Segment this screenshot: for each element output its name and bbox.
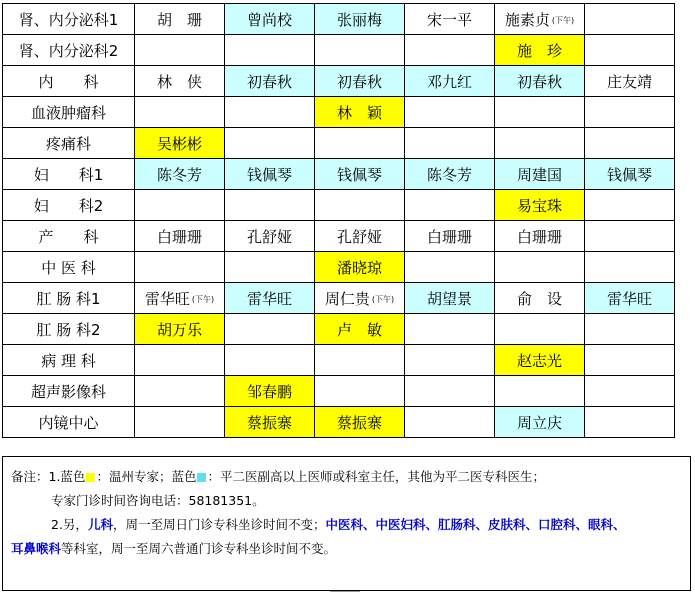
note-4b: 等科室，周一至周六普通门诊专科坐诊时间不变。: [61, 541, 337, 556]
doctor-name: 雷华旺: [606, 289, 652, 308]
doctor-cell: [315, 314, 405, 345]
doctor-cell: [405, 283, 495, 314]
doctor-name: 白珊珊: [516, 227, 562, 246]
schedule-body: [3, 4, 675, 438]
doctor-cell: [405, 314, 495, 345]
doctor-name: 初春秋: [336, 72, 382, 91]
yellow-legend-swatch: [86, 473, 95, 482]
doctor-cell: [135, 283, 225, 314]
doctor-cell: [315, 128, 405, 159]
doctor-cell: [585, 252, 675, 283]
department-cell: 肾、内分泌科2: [3, 35, 135, 66]
doctor-cell: [585, 407, 675, 438]
doctor-name: 潘晓琼: [336, 258, 382, 277]
doctor-name: 蔡振寨: [336, 413, 382, 432]
schedule-row: [3, 97, 675, 128]
schedule-row: [3, 159, 675, 190]
doctor-name: 卢 敏: [336, 320, 382, 339]
doctor-name: 胡 珊: [156, 10, 202, 29]
doctor-name: 宋一平: [426, 10, 472, 29]
note-dept-list: 中医科、中医妇科、肛肠科、皮肤科、口腔科、眼科、: [325, 517, 626, 532]
schedule-row: [3, 376, 675, 407]
doctor-cell: [405, 376, 495, 407]
clinic-schedule-table: [2, 3, 675, 438]
doctor-cell: [405, 407, 495, 438]
doctor-cell: [315, 97, 405, 128]
note-legend-prefix: 备注：1.蓝色: [11, 469, 86, 484]
schedule-row: [3, 190, 675, 221]
note-line-2: 专家门诊时间咨询电话：58181351。: [51, 493, 265, 508]
doctor-name: 陈冬芳: [426, 165, 472, 184]
doctor-cell: [495, 345, 585, 376]
doctor-cell: [405, 159, 495, 190]
note-ent: 耳鼻喉科: [11, 541, 62, 556]
doctor-cell: [225, 4, 315, 35]
schedule-row: [3, 221, 675, 252]
doctor-cell: [405, 128, 495, 159]
doctor-name: 胡望景: [426, 289, 472, 308]
doctor-name: 雷华旺: [246, 289, 292, 308]
schedule-row: [3, 345, 675, 376]
doctor-name: 邓九红: [426, 72, 472, 91]
doctor-cell: [585, 128, 675, 159]
doctor-cell: [495, 314, 585, 345]
doctor-cell: [225, 35, 315, 66]
afternoon-note: (下午): [371, 294, 395, 304]
doctor-cell: [495, 35, 585, 66]
department-cell: 超声影像科: [3, 376, 135, 407]
doctor-name: 初春秋: [516, 72, 562, 91]
doctor-cell: [225, 159, 315, 190]
bottom-divider: [330, 591, 360, 592]
doctor-cell: [315, 4, 405, 35]
doctor-cell: [135, 4, 225, 35]
department-cell: 内 科: [3, 66, 135, 97]
doctor-name: 钱佩琴: [246, 165, 292, 184]
note-3c: ，周一至周日门诊专科坐诊时间不变；: [112, 517, 326, 532]
doctor-cell: [585, 190, 675, 221]
doctor-name: 邹春鹏: [246, 382, 292, 401]
note-line-3: [51, 513, 625, 537]
doctor-cell: [405, 66, 495, 97]
doctor-cell: [135, 407, 225, 438]
doctor-cell: [315, 159, 405, 190]
doctor-cell: [585, 66, 675, 97]
doctor-cell: [585, 376, 675, 407]
doctor-cell: [225, 376, 315, 407]
doctor-cell: [315, 376, 405, 407]
doctor-name: 施素贞: [504, 10, 550, 29]
schedule-row: [3, 66, 675, 97]
doctor-cell: [135, 345, 225, 376]
doctor-cell: [315, 252, 405, 283]
department-cell: 产 科: [3, 221, 135, 252]
department-cell: 疼痛科: [3, 128, 135, 159]
department-cell: 肛 肠 科2: [3, 314, 135, 345]
doctor-cell: [405, 4, 495, 35]
doctor-cell: [225, 345, 315, 376]
doctor-cell: [135, 314, 225, 345]
afternoon-note: (下午): [191, 294, 215, 304]
doctor-cell: [405, 190, 495, 221]
doctor-cell: [495, 190, 585, 221]
doctor-cell: [585, 35, 675, 66]
doctor-cell: [225, 66, 315, 97]
doctor-cell: [585, 283, 675, 314]
note-3a: 2.另，: [51, 517, 88, 532]
doctor-cell: [225, 252, 315, 283]
doctor-cell: [405, 35, 495, 66]
schedule-row: [3, 314, 675, 345]
doctor-cell: [405, 97, 495, 128]
doctor-name: 施 珍: [516, 41, 562, 60]
doctor-cell: [135, 128, 225, 159]
doctor-cell: [405, 221, 495, 252]
doctor-cell: [135, 252, 225, 283]
notes-box: [2, 456, 691, 591]
doctor-cell: [495, 66, 585, 97]
doctor-name: 吴彬彬: [156, 134, 202, 153]
doctor-cell: [315, 283, 405, 314]
doctor-cell: [585, 4, 675, 35]
doctor-cell: [225, 128, 315, 159]
note-legend-blue: ：平二医副高以上医师或科室主任，其他为平二医专科医生；: [207, 469, 545, 484]
doctor-name: 易宝珠: [516, 196, 562, 215]
doctor-cell: [585, 159, 675, 190]
note-line-4: [11, 537, 336, 561]
schedule-row: [3, 128, 675, 159]
doctor-name: 周建国: [516, 165, 562, 184]
doctor-cell: [585, 314, 675, 345]
doctor-cell: [495, 159, 585, 190]
doctor-cell: [315, 345, 405, 376]
doctor-cell: [495, 407, 585, 438]
department-cell: 肛 肠 科1: [3, 283, 135, 314]
doctor-name: 曾尚校: [246, 10, 292, 29]
doctor-name: 陈冬芳: [156, 165, 202, 184]
doctor-cell: [225, 314, 315, 345]
doctor-cell: [225, 190, 315, 221]
doctor-cell: [315, 66, 405, 97]
department-cell: 内镜中心: [3, 407, 135, 438]
doctor-name: 林 侠: [156, 72, 202, 91]
doctor-cell: [585, 97, 675, 128]
department-cell: 病 理 科: [3, 345, 135, 376]
doctor-cell: [135, 159, 225, 190]
department-cell: 中 医 科: [3, 252, 135, 283]
note-legend-yellow: ：温州专家；蓝色: [96, 469, 197, 484]
doctor-cell: [495, 252, 585, 283]
doctor-cell: [405, 345, 495, 376]
doctor-name: 蔡振寨: [246, 413, 292, 432]
doctor-name: 张丽梅: [336, 10, 382, 29]
schedule-row: [3, 283, 675, 314]
doctor-cell: [135, 97, 225, 128]
blue-legend-swatch: [197, 473, 206, 482]
doctor-cell: [225, 283, 315, 314]
doctor-name: 白珊珊: [426, 227, 472, 246]
afternoon-note: (下午): [551, 15, 575, 25]
schedule-row: [3, 35, 675, 66]
note-pediatrics: 儿科: [87, 517, 113, 532]
department-cell: 肾、内分泌科1: [3, 4, 135, 35]
doctor-cell: [495, 221, 585, 252]
doctor-cell: [495, 283, 585, 314]
doctor-name: 孔舒娅: [336, 227, 382, 246]
schedule-row: [3, 252, 675, 283]
doctor-cell: [135, 190, 225, 221]
doctor-name: 初春秋: [246, 72, 292, 91]
doctor-cell: [495, 128, 585, 159]
schedule-row: [3, 4, 675, 35]
doctor-cell: [135, 376, 225, 407]
doctor-name: 庄友靖: [606, 72, 652, 91]
doctor-cell: [495, 97, 585, 128]
doctor-name: 钱佩琴: [336, 165, 382, 184]
doctor-cell: [315, 190, 405, 221]
doctor-name: 白珊珊: [156, 227, 202, 246]
doctor-name: 赵志光: [516, 351, 562, 370]
department-cell: 妇 科1: [3, 159, 135, 190]
doctor-cell: [315, 407, 405, 438]
doctor-cell: [315, 35, 405, 66]
doctor-name: 林 颖: [336, 103, 382, 122]
doctor-cell: [315, 221, 405, 252]
schedule-row: [3, 407, 675, 438]
doctor-cell: [405, 252, 495, 283]
doctor-name: 雷华旺: [144, 289, 190, 308]
doctor-name: 俞 设: [516, 289, 562, 308]
doctor-name: 孔舒娅: [246, 227, 292, 246]
doctor-name: 周仁贵: [324, 289, 370, 308]
department-cell: 血液肿瘤科: [3, 97, 135, 128]
doctor-cell: [225, 221, 315, 252]
doctor-name: 周立庆: [516, 413, 562, 432]
doctor-cell: [495, 4, 585, 35]
doctor-cell: [585, 345, 675, 376]
doctor-cell: [225, 97, 315, 128]
doctor-cell: [135, 221, 225, 252]
note-line-1: [11, 465, 545, 489]
doctor-name: 钱佩琴: [606, 165, 652, 184]
department-cell: 妇 科2: [3, 190, 135, 221]
doctor-cell: [585, 221, 675, 252]
doctor-name: 胡万乐: [156, 320, 202, 339]
doctor-cell: [135, 66, 225, 97]
doctor-cell: [135, 35, 225, 66]
doctor-cell: [495, 376, 585, 407]
doctor-cell: [225, 407, 315, 438]
